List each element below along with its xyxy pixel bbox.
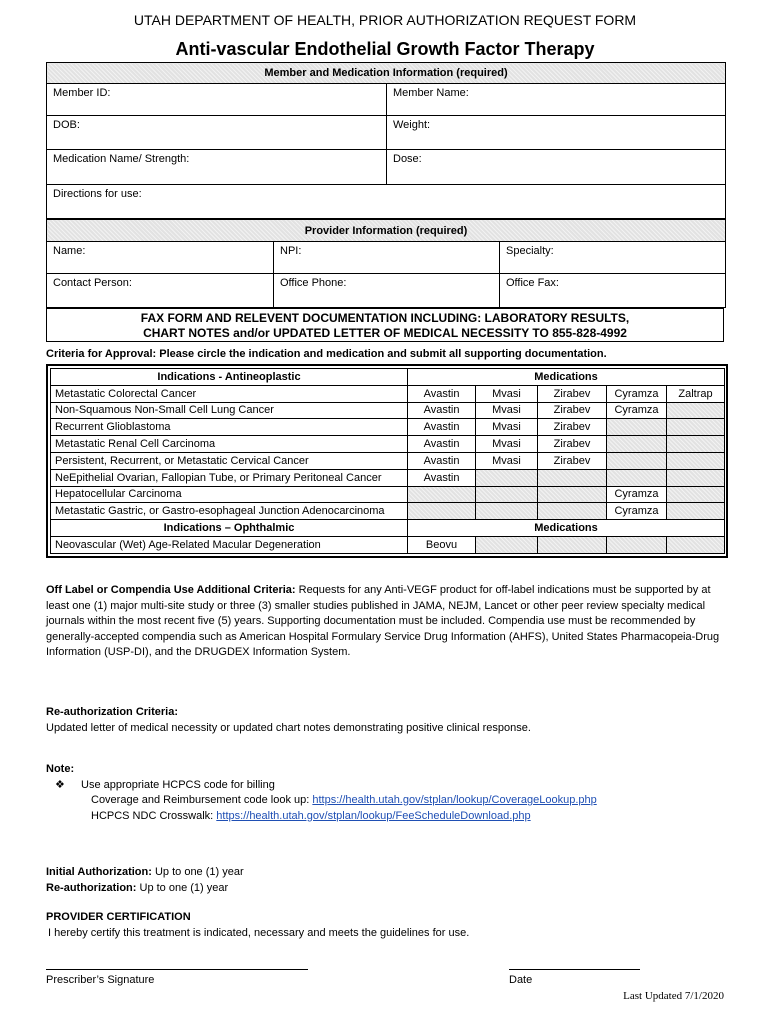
table-row	[51, 486, 725, 503]
shaded-cell	[408, 503, 476, 520]
shaded-cell	[667, 436, 725, 453]
weight-label: Weight:	[393, 119, 431, 131]
table-header-row	[51, 369, 725, 386]
note-section	[46, 762, 726, 824]
dob-label: DOB:	[53, 119, 80, 131]
table-row	[51, 452, 725, 469]
dose-label: Dose:	[393, 153, 422, 165]
indication-cell[interactable]: Non-Squamous Non-Small Cell Lung Cancer	[51, 402, 408, 419]
indication-cell[interactable]: Persistent, Recurrent, or Metastatic Cervical Cancer	[51, 452, 408, 469]
coverage-lookup-link[interactable]: https://health.utah.gov/stplan/lookup/CoverageLookup.php	[312, 794, 597, 806]
shaded-cell	[538, 536, 607, 553]
off-label-paragraph	[46, 583, 726, 661]
dob-field[interactable]	[47, 116, 387, 150]
medication-cell[interactable]: Mvasi	[476, 452, 538, 469]
table-row	[51, 469, 725, 486]
date-label: Date	[509, 974, 533, 986]
shaded-cell	[538, 486, 607, 503]
provider-section-required: (required)	[415, 224, 468, 237]
shaded-cell	[667, 452, 725, 469]
medication-cell[interactable]: Mvasi	[476, 402, 538, 419]
indication-cell[interactable]: Recurrent Glioblastoma	[51, 419, 408, 436]
medication-cell[interactable]: Avastin	[408, 419, 476, 436]
medication-cell[interactable]: Mvasi	[476, 436, 538, 453]
ndc-crosswalk-link[interactable]: https://health.utah.gov/stplan/lookup/FeeScheduleDownload.php	[216, 809, 531, 822]
medication-cell[interactable]: Cyramza	[607, 486, 667, 503]
directions-field[interactable]	[47, 185, 726, 219]
medication-label: Medication Name/ Strength:	[53, 153, 190, 165]
shaded-cell	[476, 486, 538, 503]
indications-ophthalmic-heading: Indications – Ophthalmic	[51, 520, 408, 537]
provider-info-table	[46, 219, 726, 308]
ophthalmic-medications-heading: Medications	[408, 520, 725, 537]
certification-title: PROVIDER CERTIFICATION	[46, 911, 191, 923]
shaded-cell	[667, 469, 725, 486]
authorization-durations	[46, 865, 726, 896]
initial-authorization-value: Up to one (1) year	[151, 866, 244, 878]
note-label: Note:	[46, 763, 75, 775]
off-label-label: Off Label or Compendia Use Additional Criteria:	[46, 584, 296, 596]
medications-heading: Medications	[408, 369, 725, 386]
indications-antineoplastic-heading: Indications - Antineoplastic	[51, 369, 408, 386]
provider-section-title: Provider Information	[304, 224, 413, 237]
shaded-cell	[476, 469, 538, 486]
shaded-cell	[476, 536, 538, 553]
prescriber-signature-line[interactable]	[46, 969, 308, 970]
indication-cell[interactable]: Metastatic Gastric, or Gastro-esophageal Junction Adenocarcinoma	[51, 503, 408, 520]
indication-cell[interactable]: NeEpithelial Ovarian, Fallopian Tube, or Primary Peritoneal Cancer	[51, 469, 408, 486]
medication-cell[interactable]: Zirabev	[538, 385, 607, 402]
member-name-field[interactable]	[387, 84, 726, 116]
npi-field[interactable]	[274, 242, 500, 274]
medication-cell[interactable]: Zirabev	[538, 452, 607, 469]
prescriber-signature-label: Prescriber’s Signature	[46, 974, 155, 986]
medication-cell[interactable]: Mvasi	[476, 419, 538, 436]
fax-line-1: FAX FORM AND RELEVENT DOCUMENTATION INCLUDING: LABORATORY RESULTS,	[140, 311, 630, 325]
medication-cell[interactable]: Avastin	[408, 436, 476, 453]
medication-table	[50, 368, 725, 554]
table-row	[51, 419, 725, 436]
shaded-cell	[607, 536, 667, 553]
off-label-text: Requests for any Anti-VEGF product for off-label indications must be supported by at least one (1) major multi-site study or three (3) smaller studies published in JAMA, NEJM, Lancet or other peer review specialty medical journals within the most recent five (5) years. Supporting documentation must be included. Compendia use must be recommended by generally-accepted compendia such as American Hospital Formulary Service Drug Information (AHFS), United States Pharmacopeia-Drug Information (USP-DI), and the DRUGDEX Information System.	[46, 584, 720, 658]
shaded-cell	[538, 469, 607, 486]
shaded-cell	[607, 419, 667, 436]
fax-line-2: CHART NOTES and/or UPDATED LETTER OF MEDICAL NECESSITY TO 855-828-4992	[143, 326, 627, 340]
ndc-crosswalk-label: HCPCS NDC Crosswalk:	[91, 809, 217, 822]
office-fax-field[interactable]	[500, 274, 726, 308]
table-row	[51, 536, 725, 553]
npi-label: NPI:	[280, 245, 302, 257]
member-section-title: Member and Medication Information	[264, 67, 454, 79]
shaded-cell	[667, 503, 725, 520]
medication-cell[interactable]: Zirabev	[538, 436, 607, 453]
contact-person-label: Contact Person:	[53, 277, 132, 289]
shaded-cell	[667, 536, 725, 553]
fax-instructions	[46, 308, 724, 342]
form-header: UTAH DEPARTMENT OF HEALTH, PRIOR AUTHORIZATION REQUEST FORM	[133, 12, 637, 28]
indication-cell[interactable]: Metastatic Renal Cell Carcinoma	[51, 436, 408, 453]
medication-cell[interactable]: Avastin	[408, 402, 476, 419]
contact-person-field[interactable]	[47, 274, 274, 308]
shaded-cell	[667, 402, 725, 419]
member-name-label: Member Name:	[393, 87, 469, 99]
member-section-heading	[47, 63, 726, 84]
medication-cell[interactable]: Cyramza	[607, 402, 667, 419]
shaded-cell	[607, 436, 667, 453]
reauth-criteria-label: Re-authorization Criteria:	[46, 706, 179, 718]
provider-section-heading	[47, 220, 726, 242]
medication-cell[interactable]: Cyramza	[607, 385, 667, 402]
provider-certification	[46, 910, 726, 941]
medication-cell[interactable]: Mvasi	[476, 385, 538, 402]
office-phone-field[interactable]	[274, 274, 500, 308]
certification-text: I hereby certify this treatment is indicated, necessary and meets the guidelines for use.	[48, 926, 470, 939]
criteria-instruction: Criteria for Approval: Please circle the indication and medication and submit all supporting documentation.	[46, 348, 607, 360]
dose-field[interactable]	[387, 150, 726, 185]
weight-field[interactable]	[387, 116, 726, 150]
shaded-cell	[538, 503, 607, 520]
indication-cell[interactable]: Hepatocellular Carcinoma	[51, 486, 408, 503]
shaded-cell	[667, 486, 725, 503]
reauthorization-value: Up to one (1) year	[136, 881, 229, 894]
table-row	[51, 402, 725, 419]
initial-authorization-label: Initial Authorization:	[46, 866, 152, 878]
medication-cell[interactable]: Avastin	[408, 385, 476, 402]
member-id-label: Member ID:	[53, 87, 111, 99]
provider-name-field[interactable]	[47, 242, 274, 274]
specialty-label: Specialty:	[506, 245, 554, 257]
reauth-criteria	[46, 705, 726, 736]
reauthorization-label: Re-authorization:	[46, 881, 137, 894]
medication-cell[interactable]: Cyramza	[607, 503, 667, 520]
medication-cell[interactable]: Zaltrap	[667, 385, 725, 402]
shaded-cell	[607, 452, 667, 469]
member-info-table	[46, 62, 726, 219]
directions-label: Directions for use:	[53, 188, 142, 200]
member-section-required: (required)	[456, 67, 508, 79]
medication-cell[interactable]: Zirabev	[538, 419, 607, 436]
indication-cell[interactable]: Neovascular (Wet) Age-Related Macular Degeneration	[51, 536, 408, 553]
provider-name-label: Name:	[53, 245, 86, 257]
shaded-cell	[476, 503, 538, 520]
office-phone-label: Office Phone:	[280, 277, 347, 289]
ophthalmic-header-row	[51, 520, 725, 537]
medication-cell[interactable]: Zirabev	[538, 402, 607, 419]
table-row	[51, 385, 725, 402]
shaded-cell	[607, 469, 667, 486]
member-id-field[interactable]	[47, 84, 387, 116]
date-signature-line[interactable]	[509, 969, 640, 970]
coverage-lookup-label: Coverage and Reimbursement code look up:	[91, 794, 313, 806]
office-fax-label: Office Fax:	[506, 277, 559, 289]
table-row	[51, 436, 725, 453]
specialty-field[interactable]	[500, 242, 726, 274]
table-row	[51, 503, 725, 520]
indication-cell[interactable]: Metastatic Colorectal Cancer	[51, 385, 408, 402]
medication-cell[interactable]: Avastin	[408, 452, 476, 469]
diamond-bullet-icon: ❖	[55, 778, 65, 791]
note-bullet-text: Use appropriate HCPCS code for billing	[81, 778, 275, 791]
reauth-criteria-text: Updated letter of medical necessity or updated chart notes demonstrating positive clinical response.	[46, 721, 531, 734]
shaded-cell	[667, 419, 725, 436]
medication-cell[interactable]: Beovu	[408, 536, 476, 553]
shaded-cell	[408, 486, 476, 503]
medication-field[interactable]	[47, 150, 387, 185]
form-subtitle: Anti-vascular Endothelial Growth Factor Therapy	[175, 39, 595, 59]
last-updated: Last Updated 7/1/2020	[623, 990, 724, 1002]
medication-cell[interactable]: Avastin	[408, 469, 476, 486]
